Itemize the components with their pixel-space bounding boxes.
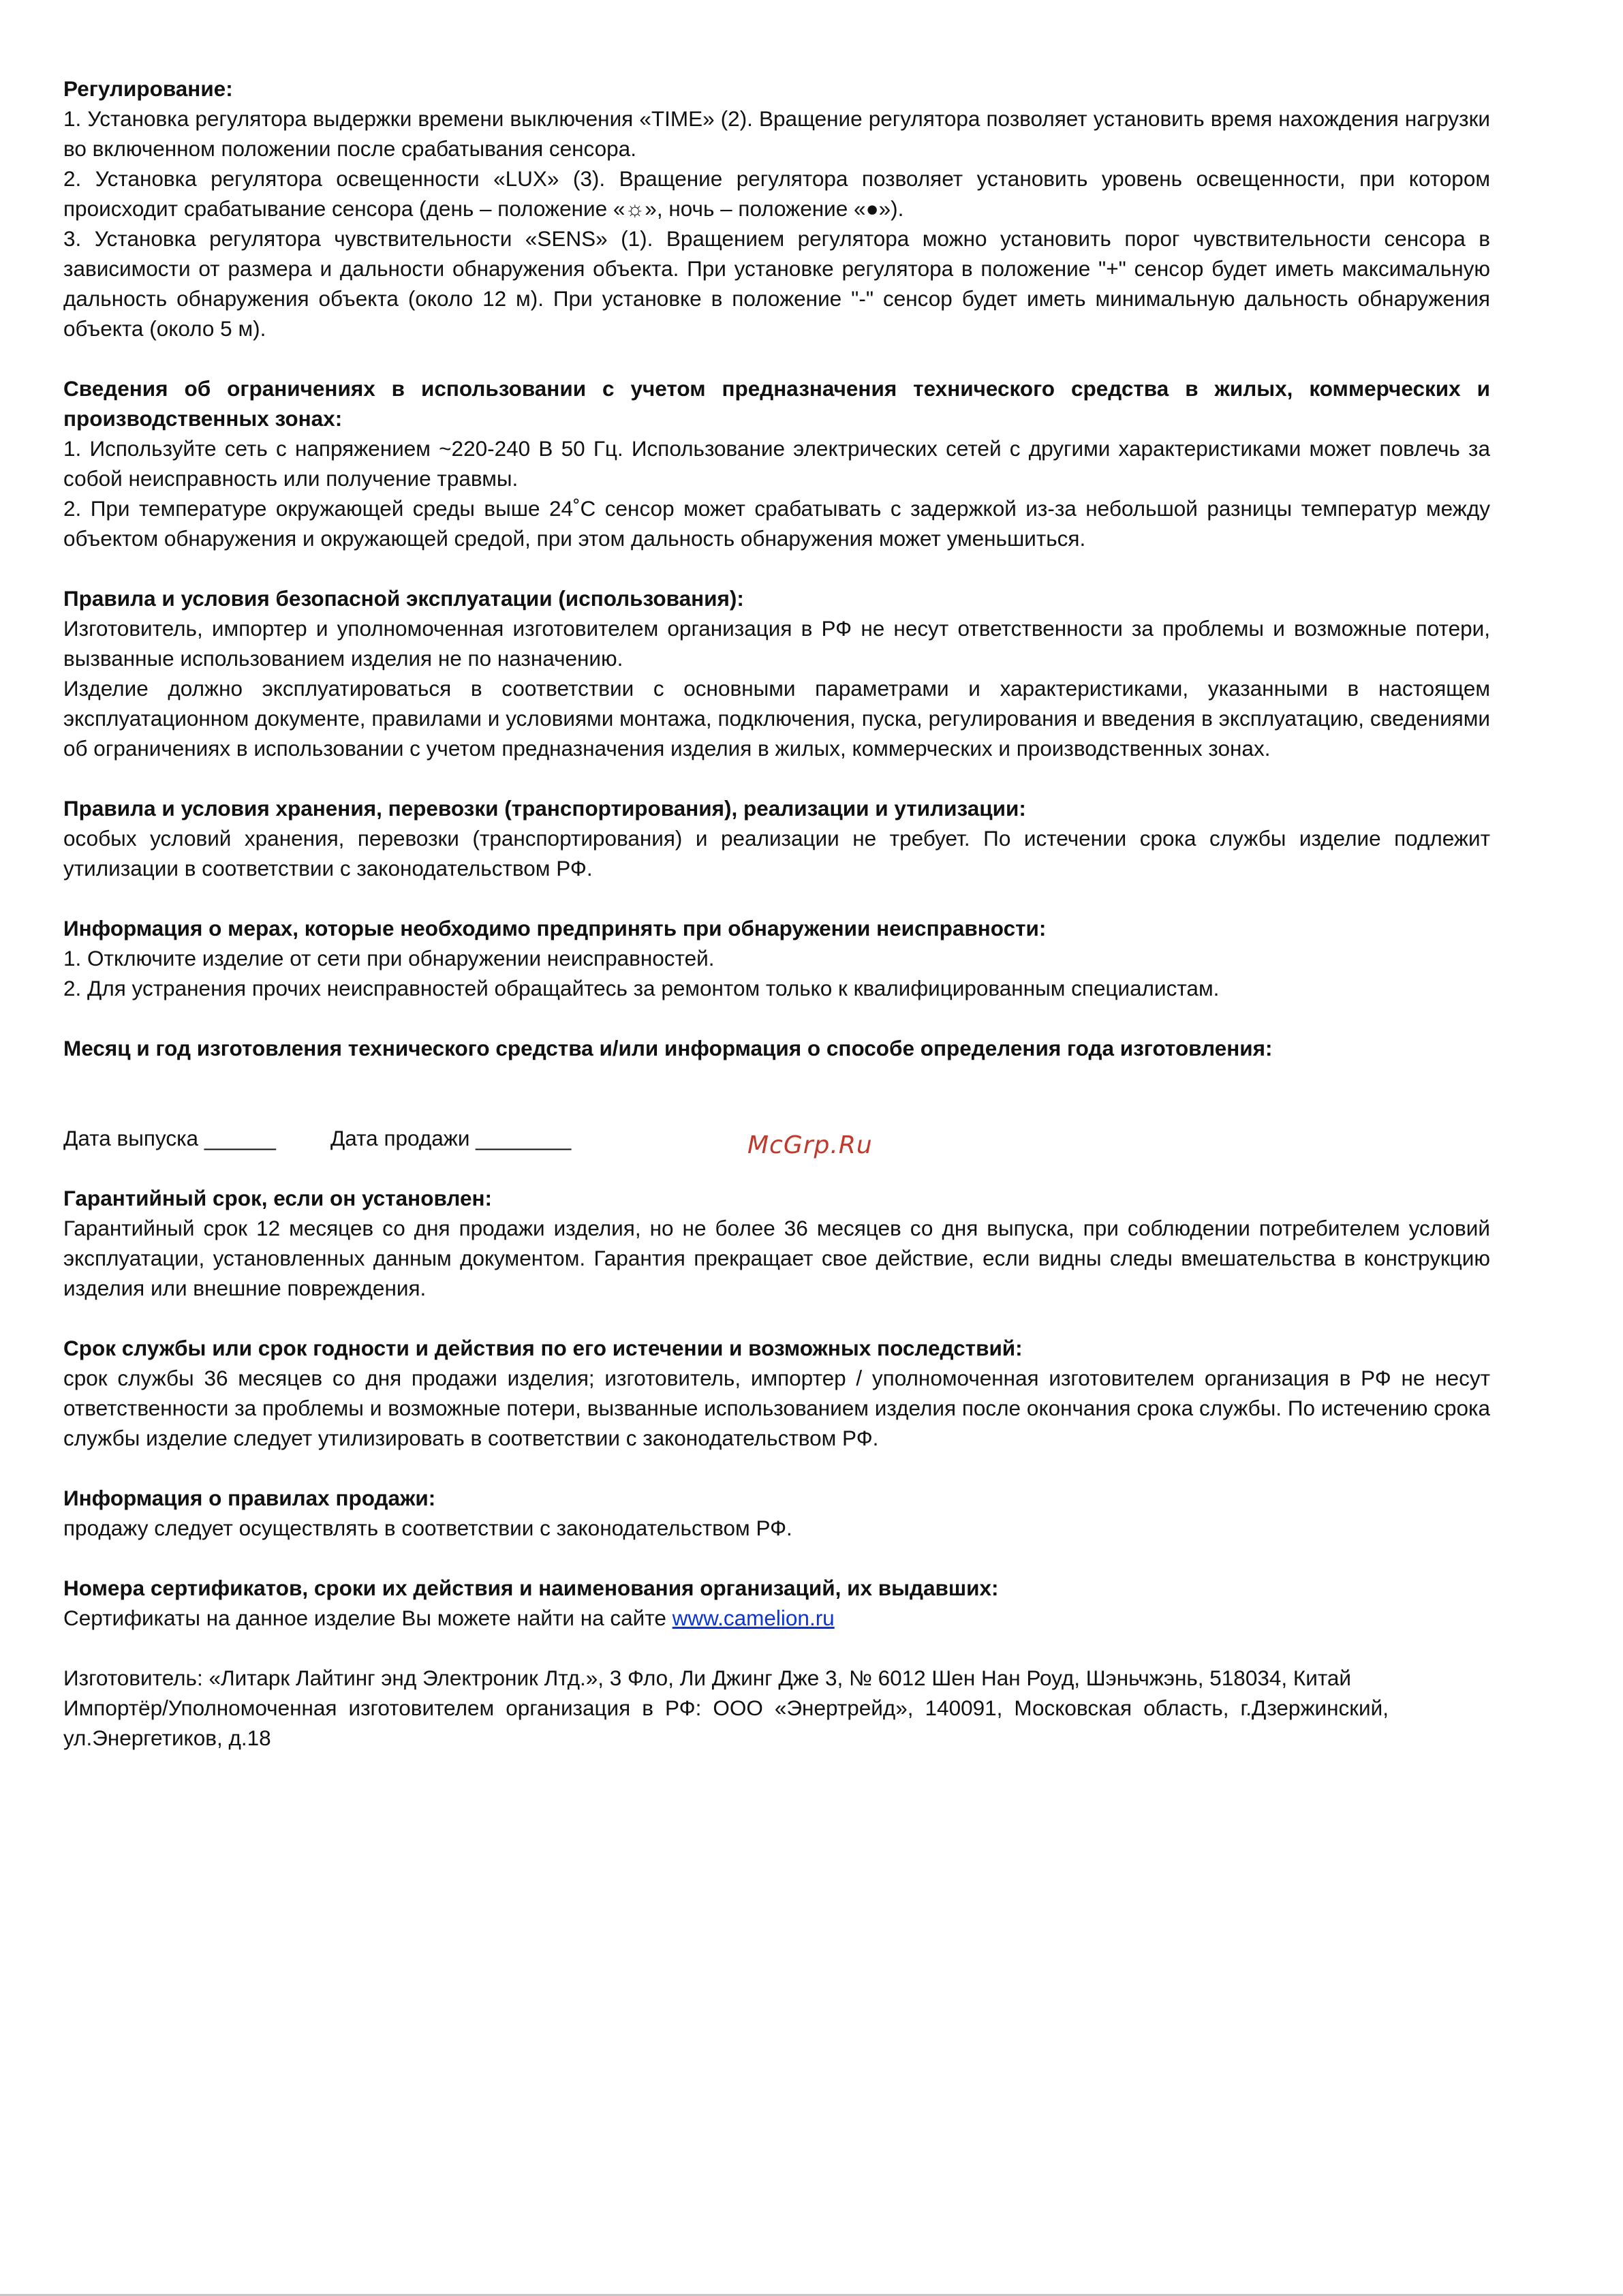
safety-section: [63, 583, 1490, 763]
sales-section: [63, 1483, 1490, 1543]
service-life-text: срок службы 36 месяцев со дня продажи изделия; изготовитель, импортер / уполномоченная изготовителем организация в РФ не несут ответственности за проблемы и возможные потери, вызванные использованием изделия после окончания срока службы. По истечению срока службы изделие следует утилизировать в соответствии с законодательством РФ.: [63, 1366, 1490, 1450]
sales-text: продажу следует осуществлять в соответствии с законодательством РФ.: [63, 1516, 792, 1540]
manufacture-section: [63, 1033, 1490, 1063]
service-life-heading: Срок службы или срок годности и действия по его истечении и возможных последствий:: [63, 1336, 1023, 1360]
sale-date-field: Дата продажи ________: [330, 1126, 572, 1150]
warranty-text: Гарантийный срок 12 месяцев со дня продажи изделия, но не более 36 месяцев со дня выпуска, при соблюдении потребителем условий эксплуатации, установленных данным документом. Гарантия прекращает свое действие, если видны следы вмешательства в конструкцию изделия или внешние повреждения.: [63, 1216, 1490, 1300]
malfunction-repair: 2. Для устранения прочих неисправностей обращайтесь за ремонтом только к квалифицированным специалистам.: [63, 976, 1220, 1000]
certificates-section: [63, 1573, 1490, 1633]
camelion-website-link[interactable]: www.camelion.ru: [672, 1606, 835, 1630]
release-date-field: Дата выпуска ______: [63, 1126, 276, 1150]
sales-heading: Информация о правилах продажи:: [63, 1486, 436, 1510]
storage-heading: Правила и условия хранения, перевозки (транспортирования), реализации и утилизации:: [63, 796, 1026, 821]
document-page: [63, 74, 1490, 1783]
manufacturer-info: Изготовитель: «Литарк Лайтинг энд Электроник Лтд.», 3 Фло, Ли Джинг Дже 3, № 6012 Шен Нан Роуд, Шэньчжэнь, 518034, Китай: [63, 1666, 1352, 1690]
certificates-heading: Номера сертификатов, сроки их действия и наименования организаций, их выдавших:: [63, 1576, 999, 1600]
regulation-sens: 3. Установка регулятора чувствительности «SENS» (1). Вращением регулятора можно установить порог чувствительности сенсора в зависимости от размера и дальности обнаружения объекта. При установке регулятора в положение "+" сенсор будет иметь максимальную дальность обнаружения объекта (около 12 м). При установке в положение "-" сенсор будет иметь минимальную дальность обнаружения объекта (около 5 м).: [63, 226, 1490, 341]
contacts-section: [63, 1663, 1490, 1753]
malfunction-section: [63, 913, 1490, 1003]
safety-liability: Изготовитель, импортер и уполномоченная изготовителем организация в РФ не несут ответственности за проблемы и возможные потери, вызванные использованием изделия не по назначению.: [63, 616, 1490, 671]
watermark-text: McGrp.Ru: [747, 1131, 873, 1159]
restrictions-heading: Сведения об ограничениях в использовании с учетом предназначения технического средства в жилых, коммерческих и производственных зонах:: [63, 376, 1490, 431]
importer-info: Импортёр/Уполномоченная изготовителем организация в РФ: ООО «Энертрейд», 140091, Московская область, г.Дзержинский, ул.Энергетиков, д.18: [63, 1696, 1389, 1750]
storage-text: особых условий хранения, перевозки (транспортирования) и реализации не требует. По истечении срока службы изделие подлежит утилизации в соответствии с законодательством РФ.: [63, 826, 1490, 881]
manufacture-heading: Месяц и год изготовления технического средства и/или информация о способе определения года изготовления:: [63, 1036, 1273, 1060]
certificates-line: [63, 1603, 1490, 1633]
warranty-heading: Гарантийный срок, если он установлен:: [63, 1186, 493, 1210]
regulation-time: 1. Установка регулятора выдержки времени выключения «TIME» (2). Вращение регулятора позволяет установить время нахождения нагрузки во включенном положении после срабатывания сенсора.: [63, 106, 1490, 161]
certificates-text: Сертификаты на данное изделие Вы можете найти на сайте: [63, 1606, 673, 1630]
regulation-section: [63, 74, 1490, 343]
safety-operation: Изделие должно эксплуатироваться в соответствии с основными параметрами и характеристиками, указанными в настоящем эксплуатационном документе, правилами и условиями монтажа, подключения, пуска, регулирования и введения в эксплуатацию, сведениями об ограничениях в использовании с учетом предназначения изделия в жилых, коммерческих и производственных зонах.: [63, 676, 1490, 761]
malfunction-disconnect: 1. Отключите изделие от сети при обнаружении неисправностей.: [63, 946, 715, 970]
restrictions-voltage: 1. Используйте сеть с напряжением ~220-240 В 50 Гц. Использование электрических сетей с другими характеристиками может повлечь за собой неисправность или получение травмы.: [63, 436, 1490, 491]
restrictions-section: [63, 373, 1490, 553]
regulation-lux: 2. Установка регулятора освещенности «LUX» (3). Вращение регулятора позволяет установить уровень освещенности, при котором происходит срабатывание сенсора (день – положение «☼», ночь – положение «●»).: [63, 166, 1490, 221]
warranty-section: [63, 1183, 1490, 1303]
regulation-heading: Регулирование:: [63, 76, 233, 101]
service-life-section: [63, 1333, 1490, 1453]
safety-heading: Правила и условия безопасной эксплуатации (использования):: [63, 586, 744, 611]
restrictions-temperature: 2. При температуре окружающей среды выше 24˚С сенсор может срабатывать с задержкой из-за небольшой разницы температур между объектом обнаружения и окружающей средой, при этом дальность обнаружения может уменьшиться.: [63, 496, 1490, 551]
malfunction-heading: Информация о мерах, которые необходимо предпринять при обнаружении неисправности:: [63, 916, 1047, 940]
storage-section: [63, 793, 1490, 883]
